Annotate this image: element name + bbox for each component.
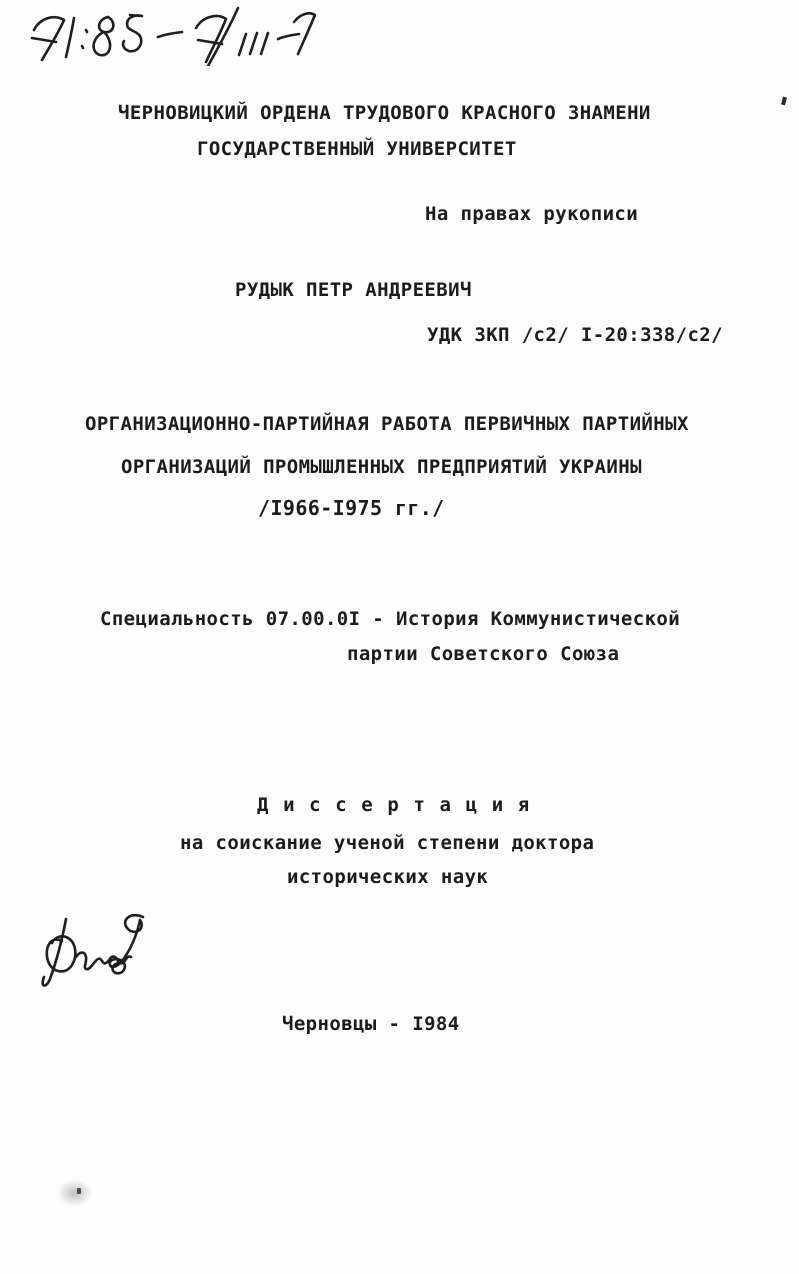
title-line3-years: /I966-I975 гг./ [258,496,445,520]
handwritten-catalog-note [26,4,316,66]
author-name: РУДЫК ПЕТР АНДРЕЕВИЧ [235,279,472,301]
degree-line2: исторических наук [287,866,489,888]
scan-speck [781,97,787,106]
university-name-line2: ГОСУДАРСТВЕННЫЙ УНИВЕРСИТЕТ [197,138,517,160]
degree-line1: на соискание ученой степени доктора [180,832,595,854]
scan-smudge-dot [77,1188,81,1194]
specialty-line2: партии Советского Союза [347,643,620,665]
manuscript-note: На правах рукописи [425,203,639,225]
dissertation-heading: Д и с с е р т а ц и я [257,794,531,816]
city-year: Черновцы - I984 [282,1013,460,1035]
specialty-line1: Специальность 07.00.0I - История Коммунистической [100,608,681,630]
signature [36,905,161,1000]
udk-code: УДК ЗКП /с2/ I-20:338/с2/ [427,324,723,346]
scan-smudge [58,1180,92,1206]
university-name-line1: ЧЕРНОВИЦКИЙ ОРДЕНА ТРУДОВОГО КРАСНОГО ЗНАМЕНИ [118,102,651,124]
title-line2: ОРГАНИЗАЦИЙ ПРОМЫШЛЕННЫХ ПРЕДПРИЯТИЙ УКРАИНЫ [121,456,642,478]
title-line1: ОРГАНИЗАЦИОННО-ПАРТИЙНАЯ РАБОТА ПЕРВИЧНЫХ ПАРТИЙНЫХ [85,413,689,435]
